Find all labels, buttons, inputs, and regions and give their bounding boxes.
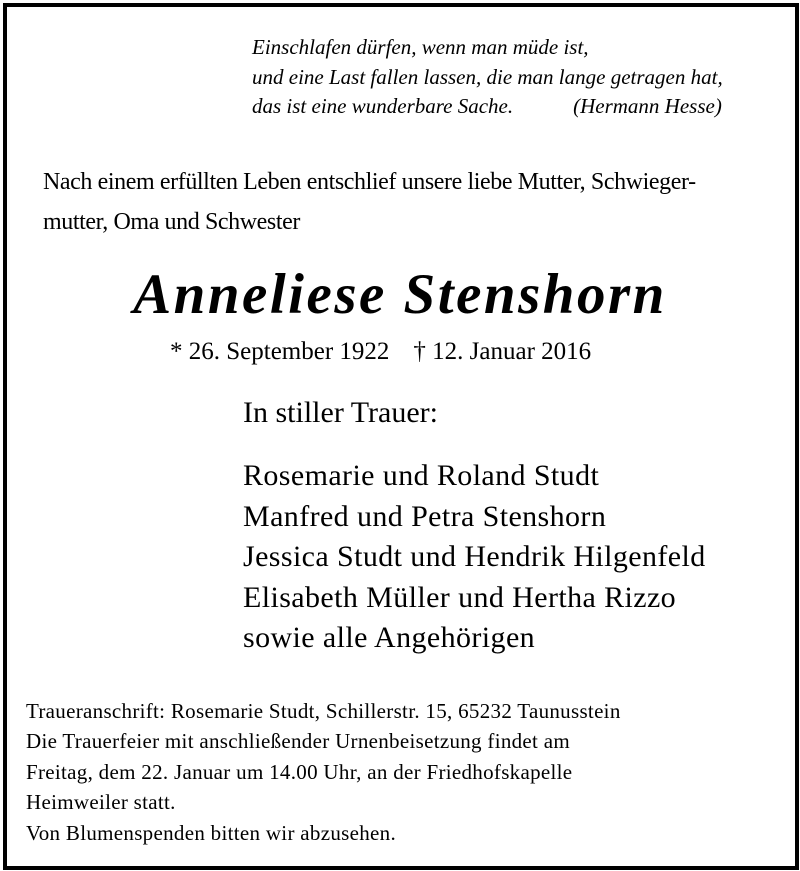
ceremony-info: Freitag, dem 22. Januar um 14.00 Uhr, an der Friedhofskapelle <box>26 759 573 784</box>
poem-attribution: (Hermann Hesse) <box>573 94 722 118</box>
mourning-heading: In stiller Trauer: <box>243 396 438 429</box>
mourner-line: Jessica Studt und Hendrik Hilgenfeld <box>243 540 706 573</box>
poem-line-last <box>252 92 723 122</box>
mourner-line: Elisabeth Müller und Hertha Rizzo <box>243 580 677 614</box>
life-dates <box>170 338 591 366</box>
death-date: † 12. Januar 2016 <box>413 338 592 365</box>
mourners-list <box>243 456 706 659</box>
mourning-address: Traueranschrift: Rosemarie Studt, Schillerstr. 15, 65232 Taunusstein <box>26 699 621 723</box>
intro-text: Nach einem erfüllten Leben entschlief unsere liebe Mutter, Schwieger-mutter, Oma und Schwester <box>43 169 696 235</box>
deceased-name: Anneliese Stenshorn <box>133 263 667 326</box>
ceremony-info: Heimweiler statt. <box>26 790 176 815</box>
mourner-line: sowie alle Angehörigen <box>243 621 536 654</box>
birth-date: * 26. September 1922 <box>170 338 390 365</box>
poem-quote <box>252 33 723 122</box>
funeral-details <box>26 696 621 848</box>
poem-line: das ist eine wunderbare Sache. <box>252 94 514 118</box>
poem-line: Einschlafen dürfen, wenn man müde ist, <box>252 35 589 59</box>
ceremony-info: Die Trauerfeier mit anschließender Urnenbeisetzung findet am <box>26 729 570 754</box>
flowers-note: Von Blumenspenden bitten wir abzusehen. <box>26 820 396 845</box>
poem-line: und eine Last fallen lassen, die man lange getragen hat, <box>252 64 723 89</box>
mourner-line: Manfred und Petra Stenshorn <box>243 499 607 533</box>
mourner-line: Rosemarie und Roland Studt <box>243 459 600 492</box>
